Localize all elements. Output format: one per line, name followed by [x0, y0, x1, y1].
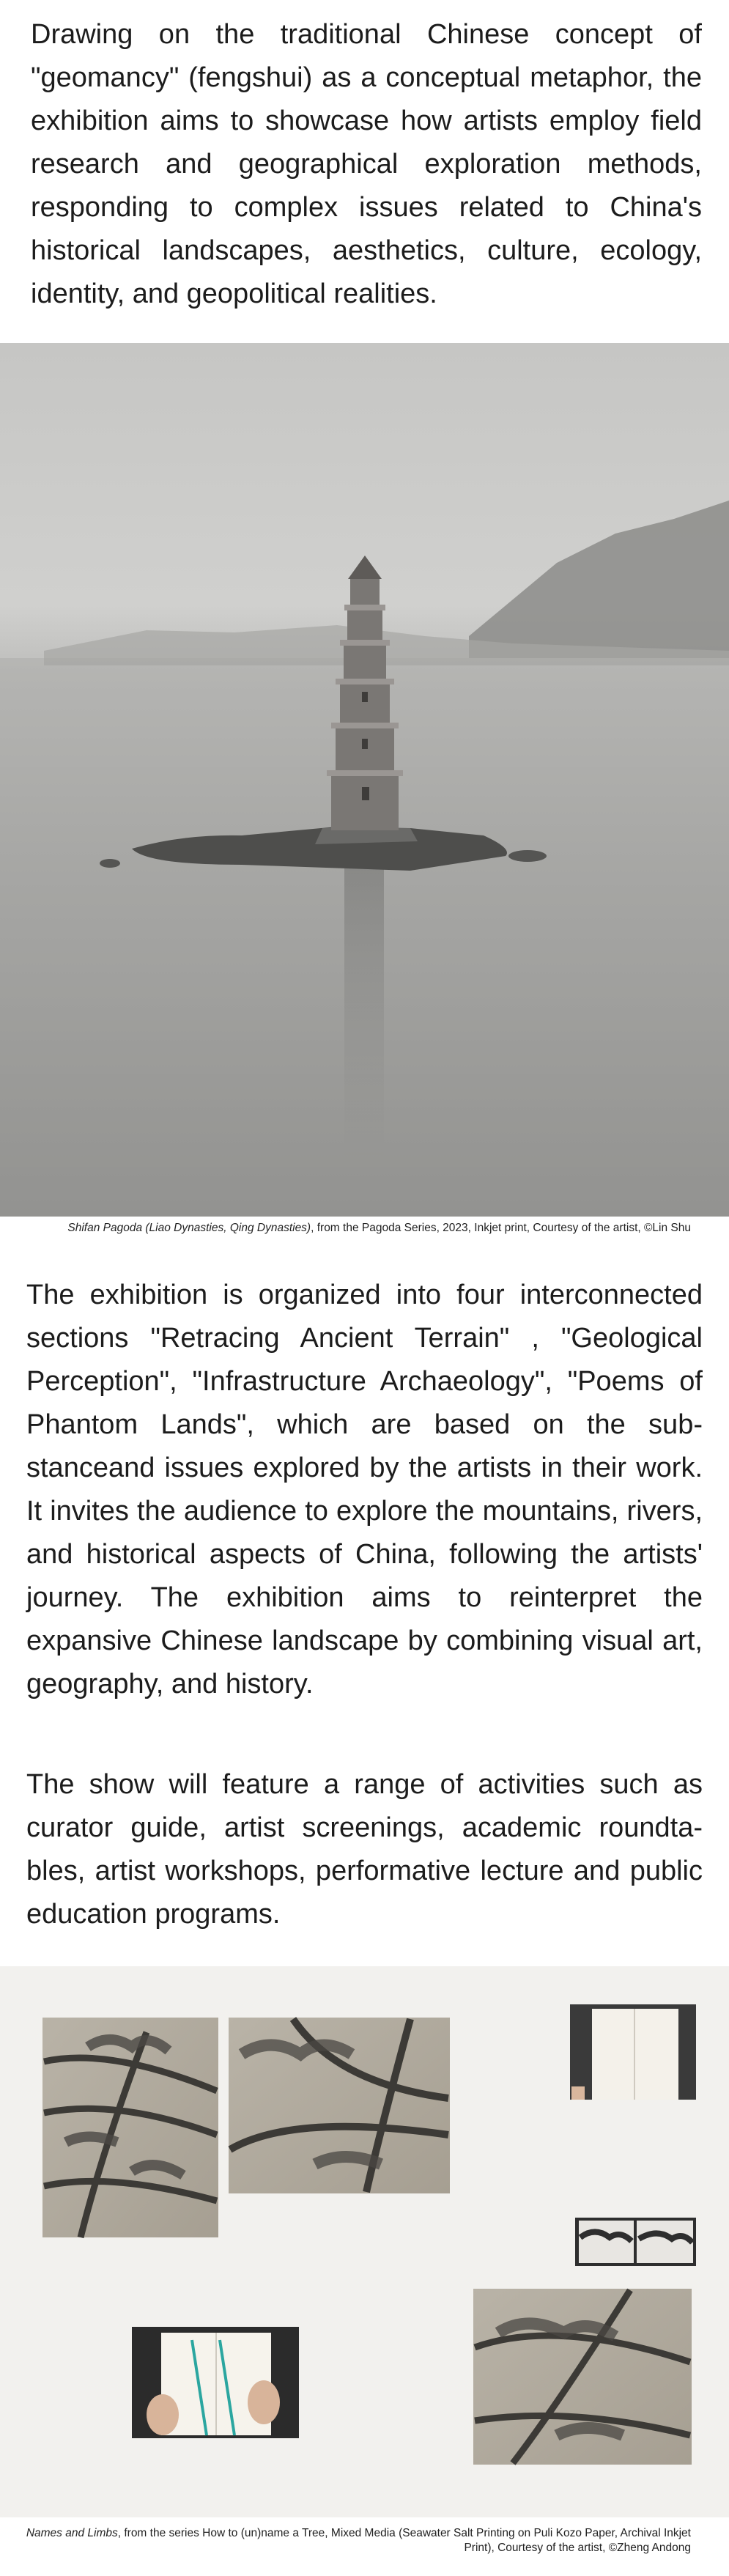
pagoda-caption-details: , from the Pagoda Series, 2023, Inkjet print, Courtesy of the artist, ©Lin Shu: [311, 1222, 691, 1234]
tree-print-2: [229, 2018, 450, 2193]
trees-caption-title: Names and Limbs: [26, 2527, 118, 2539]
pagoda-photo: [0, 343, 729, 1217]
trees-artwork-gallery: [0, 1966, 729, 2517]
pagoda-caption-title: Shifan Pagoda (Liao Dynasties, Qing Dynasties): [67, 1222, 311, 1234]
activities-paragraph: The show will feature a range of activities such as curator guide, artist screenings, academic roundtables, artist workshops, performative lecture and public education programs.: [26, 1769, 703, 1930]
tree-print-1: [42, 2018, 218, 2237]
sections-paragraph: The exhibition is organized into four interconnected sections "Retracing Ancient Terrain" , "Geological Perception", "Infrastructure Archaeology", "Poems of Phantom Lands", which are based on the substanceand issues explored by the artists in their work. It invites the audience to explore the mountains, rivers, and historical aspects of China, following the artists' journey. The exhibition aims to reinterpret the expansive Chinese landscape by combining visual art, geography, and history.: [26, 1280, 703, 1700]
pagoda-caption: [17, 1221, 691, 1236]
trees-caption-details: , from the series How to (un)name a Tree, Mixed Media (Seawater Salt Printing on Puli Kozo Paper, Archival Inkjet Print), Courtesy of the artist, ©Zheng Andong: [117, 2527, 691, 2554]
tree-print-3: [473, 2289, 692, 2465]
book-photo-2: [132, 2327, 299, 2438]
trees-caption: [17, 2526, 691, 2555]
tree-thumbnails: [575, 2218, 696, 2266]
trees-artwork-image: [0, 1966, 729, 2517]
pagoda-photo-image: [0, 343, 729, 1217]
intro-paragraph: Drawing on the traditional Chinese concept of "geomancy" (fengshui) as a conceptual metaphor, the exhibition aims to showcase how artists employ field research and geographical exploration methods, responding to complex issues related to China's historical landscapes, aesthetics, culture, ecology, identity, and geopolitical realities.: [31, 19, 702, 309]
book-photo-1: [570, 2004, 696, 2100]
